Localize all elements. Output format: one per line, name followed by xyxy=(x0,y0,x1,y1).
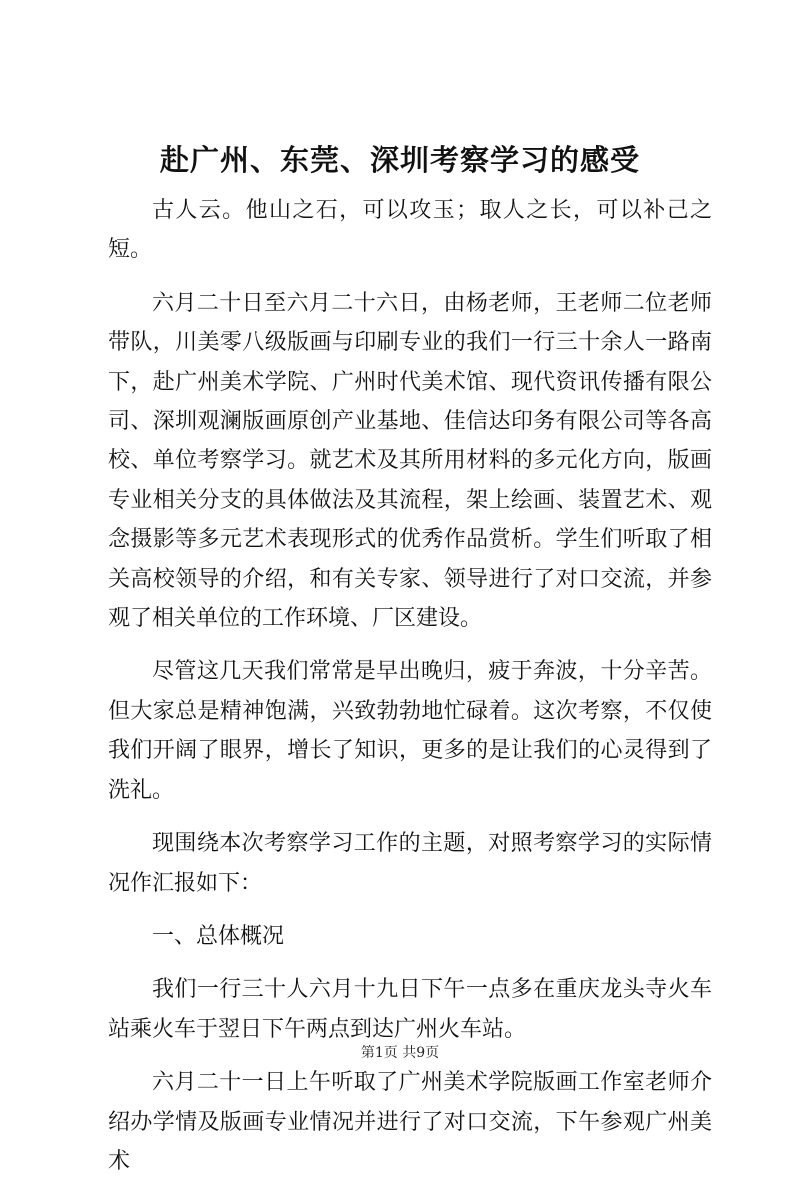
document-body xyxy=(108,191,712,1181)
page-number-footer: 第1页 共9页 xyxy=(360,1045,440,1061)
section-heading-overview: 一、总体概况 xyxy=(152,923,285,949)
paragraph-3: 尽管这几天我们常常是早出晚归，疲于奔波，十分辛苦。但大家总是精神饱满，兴致勃勃地忙碌着。这次考察，不仅使我们开阔了眼界，增长了知识，更多的是让我们的心灵得到了洗礼。 xyxy=(108,659,712,803)
paragraph-1: 古人云。他山之石，可以攻玉；取人之长，可以补己之短。 xyxy=(108,198,712,263)
document-title: 赴广州、东莞、深圳考察学习的感受 xyxy=(159,143,640,177)
paragraph-5: 我们一行三十人六月十九日下午一点多在重庆龙头寺火车站乘火车于翌日下午两点到达广州火车站。 xyxy=(108,977,712,1042)
paragraph-2: 六月二十日至六月二十六日，由杨老师，王老师二位老师带队，川美零八级版画与印刷专业的我们一行三十余人一路南下，赴广州美术学院、广州时代美术馆、现代资讯传播有限公司、深圳观澜版画原创产业基地、佳信达印务有限公司等各高校、单位考察学习。就艺术及其所用材料的多元化方向，版画专业相关分支的具体做法及其流程，架上绘画、装置艺术、观念摄影等多元艺术表现形式的优秀作品赏析。学生们听取了相关高校领导的介绍，和有关专家、领导进行了对口交流，并参观了相关单位的工作环境、厂区建设。 xyxy=(108,290,712,632)
paragraph-6: 六月二十一日上午听取了广州美术学院版画工作室老师介绍办学情及版画专业情况并进行了对口交流，下午参观广州美术 xyxy=(108,1070,712,1174)
paragraph-4: 现围绕本次考察学习工作的主题，对照考察学习的实际情况作汇报如下： xyxy=(108,831,712,896)
